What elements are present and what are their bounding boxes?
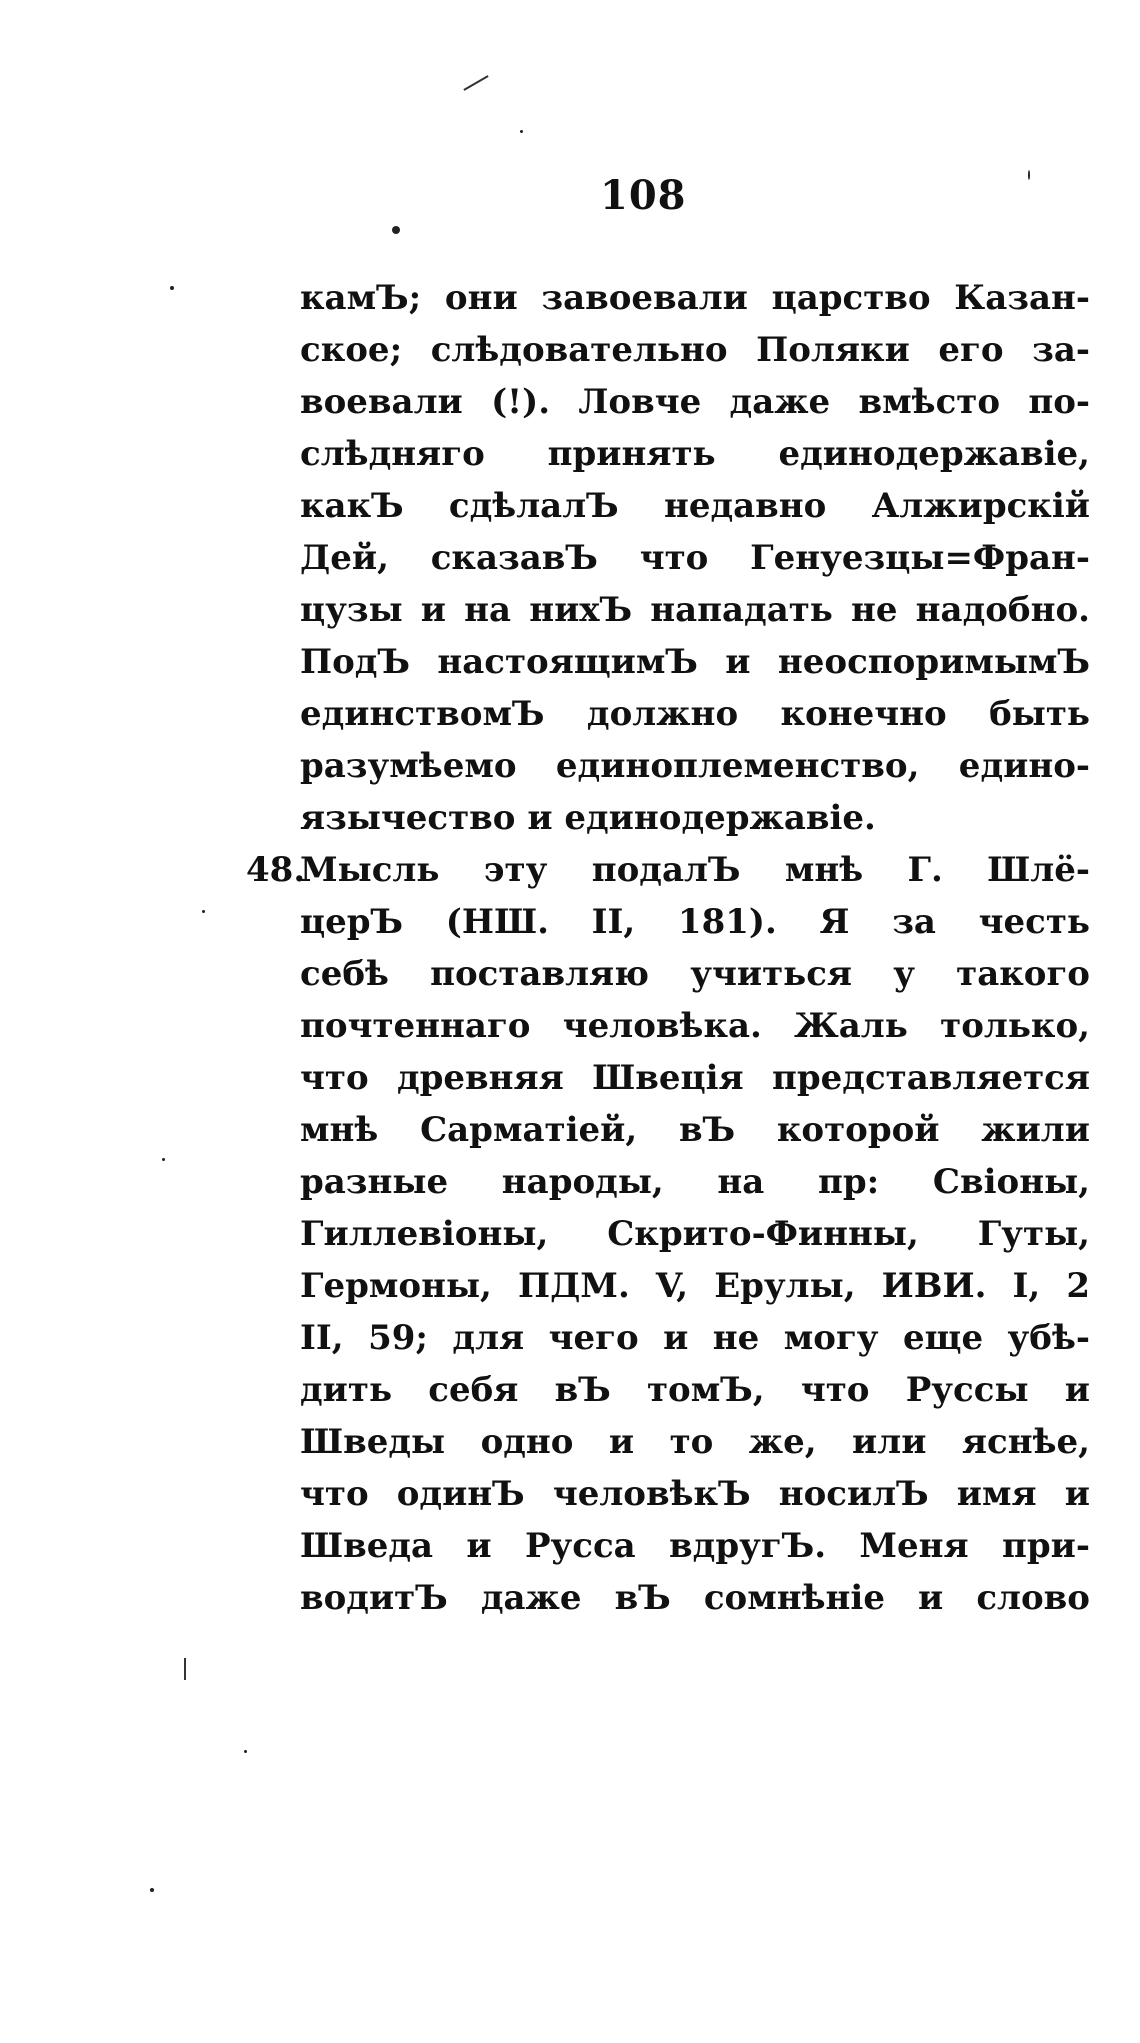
text-line: ское; слѣдовательно Поляки его за- xyxy=(300,330,1090,370)
text-line: разные народы, на пр: Свіоны, xyxy=(300,1162,1090,1202)
text-line: Шведы одно и то же, или яснѣе, xyxy=(300,1422,1090,1462)
text-line: разумѣемо единоплеменство, едино- xyxy=(300,746,1090,786)
text-line: церЪ (НШ. II, 181). Я за честь xyxy=(300,902,1090,942)
page-number: 108 xyxy=(600,172,687,219)
text-line: единствомЪ должно конечно быть xyxy=(300,694,1090,734)
text-line: себѣ поставляю учиться у такого xyxy=(300,954,1090,994)
text-line: что одинЪ человѣкЪ носилЪ имя и xyxy=(300,1474,1090,1514)
text-line: Дей, сказавЪ что Генуезцы=Фран- xyxy=(300,538,1090,578)
text-line: язычество и единодержавіе. xyxy=(300,798,876,838)
scan-speck xyxy=(162,1158,165,1161)
scan-speck xyxy=(392,226,400,234)
text-line: Гиллевіоны, Скрито-Финны, Гуты, xyxy=(300,1214,1090,1254)
paragraph-number: 48. xyxy=(246,850,306,890)
scan-speck xyxy=(170,286,174,290)
text-line: Шведа и Русса вдругЪ. Меня при- xyxy=(300,1526,1090,1566)
text-line: слѣдняго принять единодержавіе, xyxy=(300,434,1090,474)
text-line: водитЪ даже вЪ сомнѣніе и слово xyxy=(300,1578,1090,1618)
body-text xyxy=(300,272,1090,1624)
text-line: цузы и на нихЪ нападать не надобно. xyxy=(300,590,1090,630)
text-line: ПодЪ настоящимЪ и неоспоримымЪ xyxy=(300,642,1090,682)
scan-mark xyxy=(463,75,488,91)
text-line: дить себя вЪ томЪ, что Руссы и xyxy=(300,1370,1090,1410)
scan-speck xyxy=(1028,170,1030,180)
scan-mark xyxy=(184,1658,186,1680)
scan-speck xyxy=(150,1888,154,1892)
text-line: мнѣ Сарматіей, вЪ которой жили xyxy=(300,1110,1090,1150)
text-line: воевали (!). Ловче даже вмѣсто по- xyxy=(300,382,1090,422)
text-line: Мысль эту подалЪ мнѣ Г. Шлё- xyxy=(300,850,1090,890)
text-line: Гермоны, ПДМ. V, Ерулы, ИВИ. I, 2 xyxy=(300,1266,1090,1306)
scan-speck xyxy=(244,1750,247,1753)
text-line: камЪ; они завоевали царство Казан- xyxy=(300,278,1090,318)
scan-speck xyxy=(520,130,523,133)
text-line: что древняя Швеція представляется xyxy=(300,1058,1090,1098)
text-line: почтеннаго человѣка. Жаль только, xyxy=(300,1006,1090,1046)
text-line: какЪ сдѣлалЪ недавно Алжирскій xyxy=(300,486,1090,526)
text-line: II, 59; для чего и не могу еще убѣ- xyxy=(300,1318,1090,1358)
scan-speck xyxy=(202,910,205,913)
